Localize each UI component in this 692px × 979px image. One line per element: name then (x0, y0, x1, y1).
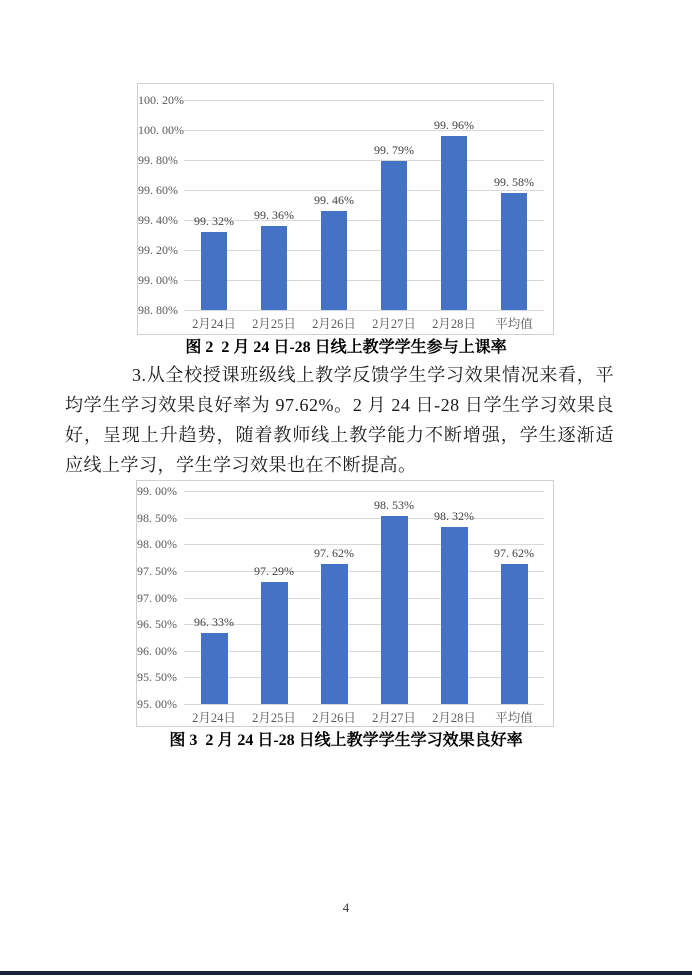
x-axis-category-label: 平均值 (495, 711, 533, 725)
chart-bar (261, 226, 287, 310)
bar-value-label: 97. 29% (254, 564, 294, 578)
chart-bar (261, 582, 288, 704)
y-axis-tick-label: 99. 60% (138, 183, 178, 197)
y-axis-tick-label: 97. 50% (137, 563, 177, 578)
gridline (184, 100, 544, 101)
y-axis-tick-label: 98. 80% (138, 303, 178, 317)
y-axis-tick-label: 100. 00% (138, 123, 184, 137)
y-axis-tick-label: 99. 00% (138, 273, 178, 287)
x-axis-category-label: 平均值 (495, 317, 533, 331)
y-axis-tick-label: 96. 00% (137, 643, 177, 658)
y-axis-tick-label: 95. 00% (137, 697, 177, 711)
y-axis-tick-label: 96. 50% (137, 617, 177, 632)
learning-effect-bar-chart (136, 480, 554, 727)
x-axis-category-label: 2月24日 (192, 711, 236, 725)
chart-bar (201, 633, 228, 704)
bar-value-label: 99. 79% (374, 143, 414, 157)
chart-bar (381, 161, 407, 310)
bar-value-label: 99. 36% (254, 208, 294, 222)
bar-value-label: 99. 58% (494, 175, 534, 189)
x-axis-category-label: 2月26日 (312, 711, 356, 725)
bar-value-label: 99. 46% (314, 193, 354, 207)
gridline (184, 310, 544, 311)
y-axis-tick-label: 98. 00% (137, 537, 177, 552)
gridline (184, 651, 544, 652)
gridline (184, 571, 544, 572)
gridline (184, 704, 544, 705)
x-axis-category-label: 2月28日 (432, 317, 476, 331)
chart-bar (501, 193, 527, 310)
gridline (184, 250, 544, 251)
figure-3-caption: 图 3 2 月 24 日-28 日线上教学学生学习效果良好率 (169, 732, 523, 749)
bar-value-label: 96. 33% (194, 615, 234, 629)
bar-value-label: 98. 53% (374, 498, 414, 512)
gridline (184, 160, 544, 161)
bar-value-label: 99. 32% (194, 214, 234, 228)
gridline (184, 518, 544, 519)
x-axis-category-label: 2月27日 (372, 711, 416, 725)
x-axis-category-label: 2月25日 (252, 317, 296, 331)
x-axis-category-label: 2月27日 (372, 317, 416, 331)
chart-bar (321, 211, 347, 310)
gridline (184, 677, 544, 678)
gridline (184, 190, 544, 191)
x-axis-category-label: 2月24日 (192, 317, 236, 331)
chart-bar (321, 564, 348, 704)
x-axis-category-label: 2月26日 (312, 317, 356, 331)
y-axis-tick-label: 99. 80% (138, 153, 178, 167)
x-axis-category-label: 2月25日 (252, 711, 296, 725)
bar-value-label: 99. 96% (434, 118, 474, 132)
gridline (184, 280, 544, 281)
y-axis-tick-label: 100. 20% (138, 93, 184, 107)
bar-value-label: 98. 32% (434, 509, 474, 523)
chart-bar (501, 564, 528, 704)
chart-bar (441, 527, 468, 704)
chart-bar (381, 516, 408, 704)
chart-bar (201, 232, 227, 310)
attendance-rate-bar-chart (137, 83, 554, 335)
y-axis-tick-label: 99. 40% (138, 213, 178, 227)
x-axis-category-label: 2月28日 (432, 711, 476, 725)
y-axis-tick-label: 99. 20% (138, 243, 178, 257)
y-axis-tick-label: 97. 00% (137, 590, 177, 605)
bar-value-label: 97. 62% (314, 546, 354, 560)
y-axis-tick-label: 99. 00% (137, 484, 177, 498)
gridline (184, 130, 544, 131)
y-axis-tick-label: 98. 50% (137, 510, 177, 525)
footer-accent-bar (0, 971, 692, 975)
y-axis-tick-label: 95. 50% (137, 670, 177, 685)
page-number: 4 (342, 900, 350, 915)
body-paragraph: 3.从全校授课班级线上教学反馈学生学习效果情况来看，平均学生学习效果良好率为 97.62%。2 月 24 日-28 日学生学习效果良好，呈现上升趋势，随着教师线上教学能力不断增强，学生逐渐适应线上学习，学生学习效果也在不断提高。 (65, 365, 614, 475)
figure-2-caption: 图 2 2 月 24 日-28 日线上教学学生参与上课率 (185, 339, 507, 356)
gridline (184, 598, 544, 599)
gridline (184, 491, 544, 492)
chart-bar (441, 136, 467, 310)
bar-value-label: 97. 62% (494, 546, 534, 560)
